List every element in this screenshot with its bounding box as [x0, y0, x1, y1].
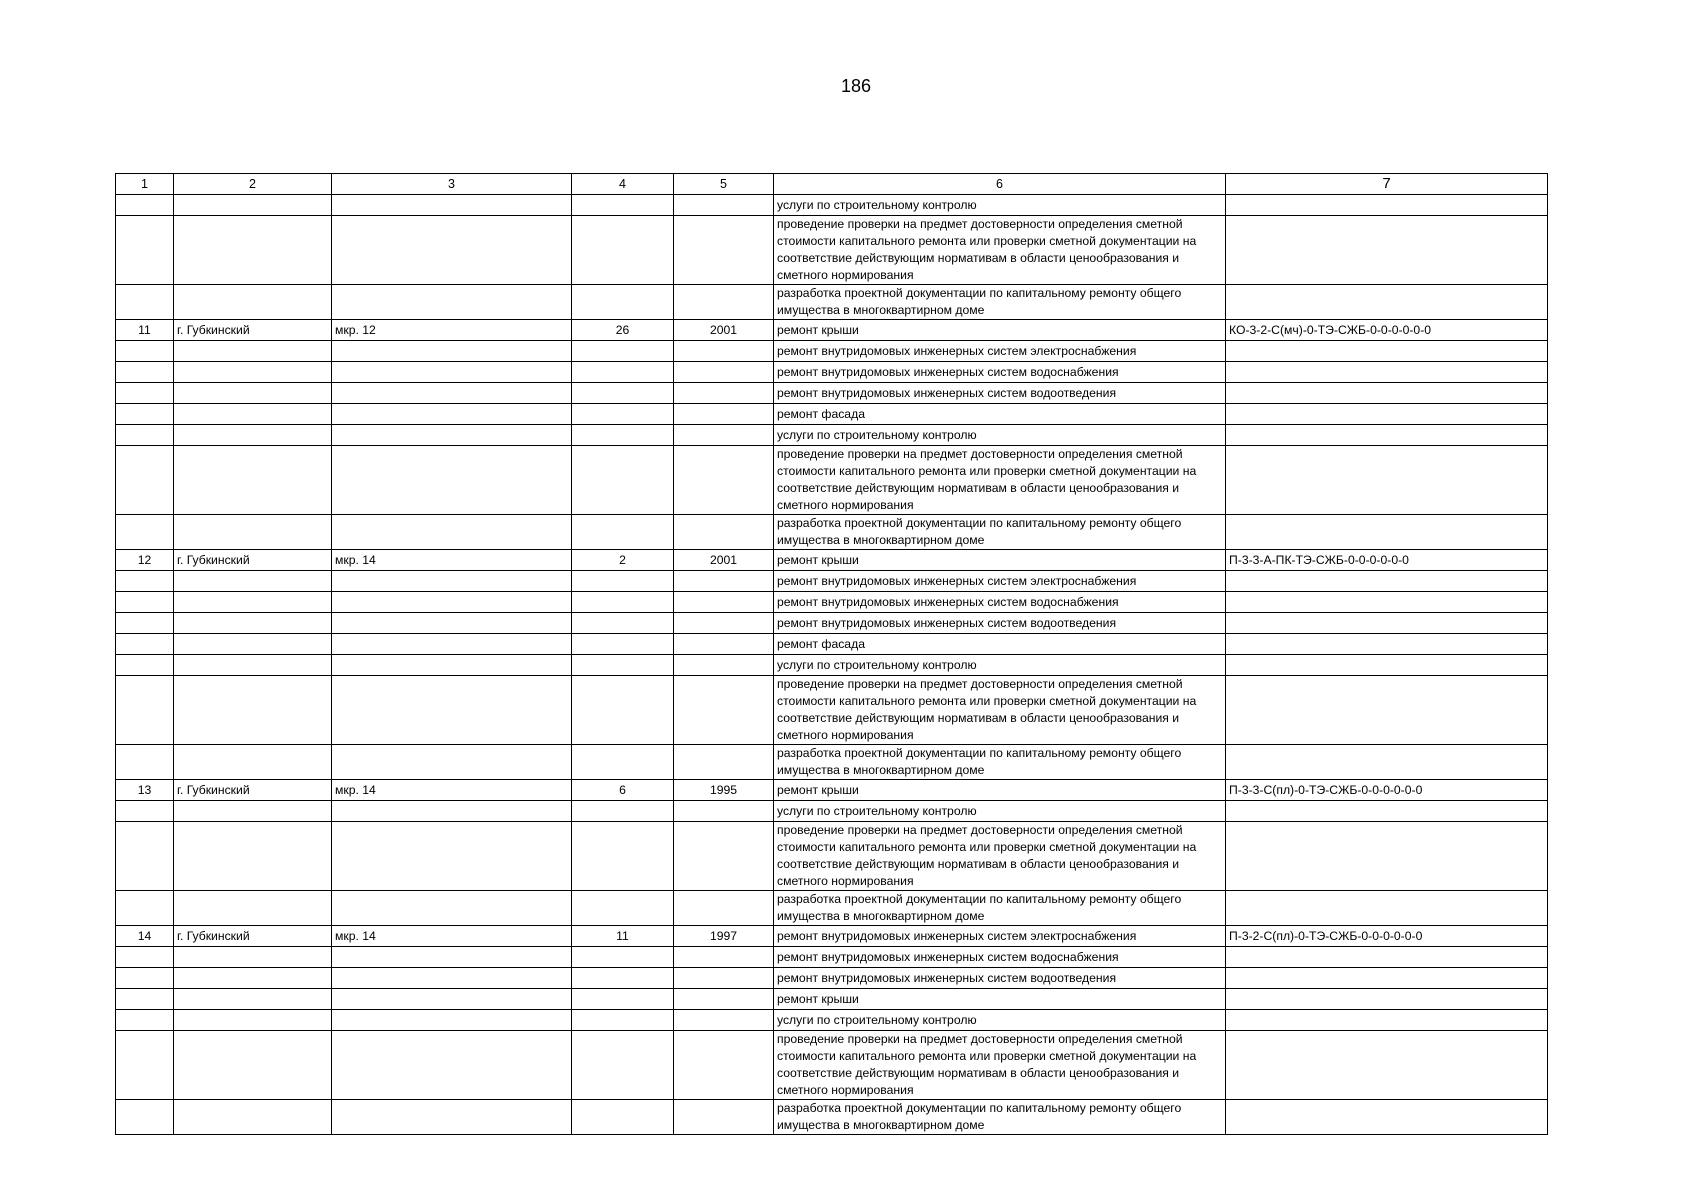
cell-house-code — [1226, 801, 1548, 822]
cell-house-code — [1226, 446, 1548, 515]
cell-address — [332, 655, 572, 676]
cell-work-type: разработка проектной документации по капитальному ремонту общего имущества в многоквартирном доме — [774, 745, 1226, 780]
cell-work-type: ремонт внутридомовых инженерных систем водоотведения — [774, 383, 1226, 404]
cell-year-built — [674, 404, 774, 425]
cell-address — [332, 285, 572, 320]
cell-municipality — [174, 968, 332, 989]
cell-house-code — [1226, 1100, 1548, 1135]
cell-work-type: ремонт внутридомовых инженерных систем водоснабжения — [774, 947, 1226, 968]
cell-municipality — [174, 446, 332, 515]
cell-work-type: услуги по строительному контролю — [774, 801, 1226, 822]
cell-address — [332, 216, 572, 285]
cell-municipality — [174, 801, 332, 822]
table-row — [116, 515, 1548, 550]
table-row — [116, 341, 1548, 362]
table-row — [116, 745, 1548, 780]
cell-municipality — [174, 989, 332, 1010]
table-row — [116, 1100, 1548, 1135]
cell-municipality — [174, 1010, 332, 1031]
table-row — [116, 989, 1548, 1010]
cell-year-built — [674, 613, 774, 634]
table-row — [116, 320, 1548, 341]
cell-house-code — [1226, 383, 1548, 404]
cell-address — [332, 592, 572, 613]
cell-item-number — [116, 676, 174, 745]
cell-house-code — [1226, 745, 1548, 780]
table-row — [116, 1031, 1548, 1100]
cell-year-built — [674, 634, 774, 655]
cell-house-code: КО-3-2-С(мч)-0-ТЭ-СЖБ-0-0-0-0-0-0 — [1226, 320, 1548, 341]
cell-year-built — [674, 285, 774, 320]
cell-year-built — [674, 195, 774, 216]
cell-municipality — [174, 571, 332, 592]
cell-work-type: ремонт внутридомовых инженерных систем водоотведения — [774, 968, 1226, 989]
cell-address — [332, 676, 572, 745]
cell-item-number — [116, 745, 174, 780]
cell-year-built — [674, 676, 774, 745]
cell-house-number: 6 — [572, 780, 674, 801]
cell-municipality — [174, 341, 332, 362]
cell-house-number — [572, 745, 674, 780]
cell-item-number — [116, 1031, 174, 1100]
cell-item-number — [116, 968, 174, 989]
cell-address: мкр. 12 — [332, 320, 572, 341]
cell-work-type: проведение проверки на предмет достоверности определения сметной стоимости капитального ремонта или проверки сметной документации на соответствие действующим нормативам в области ценообразования и сметного нормирования — [774, 822, 1226, 891]
cell-item-number — [116, 404, 174, 425]
cell-house-code: П-3-3-А-ПК-ТЭ-СЖБ-0-0-0-0-0-0 — [1226, 550, 1548, 571]
cell-item-number — [116, 822, 174, 891]
table-row — [116, 947, 1548, 968]
cell-work-type: разработка проектной документации по капитальному ремонту общего имущества в многоквартирном доме — [774, 891, 1226, 926]
cell-year-built — [674, 362, 774, 383]
cell-year-built — [674, 592, 774, 613]
table-row — [116, 404, 1548, 425]
cell-year-built — [674, 446, 774, 515]
capital-repair-table — [115, 173, 1548, 1135]
cell-item-number — [116, 383, 174, 404]
cell-house-number: 26 — [572, 320, 674, 341]
cell-house-number — [572, 655, 674, 676]
cell-house-code — [1226, 613, 1548, 634]
cell-year-built — [674, 745, 774, 780]
cell-house-number — [572, 1100, 674, 1135]
cell-address — [332, 571, 572, 592]
cell-house-number — [572, 613, 674, 634]
table-row — [116, 634, 1548, 655]
cell-house-code: П-3-2-С(пл)-0-ТЭ-СЖБ-0-0-0-0-0-0 — [1226, 926, 1548, 947]
cell-house-code — [1226, 404, 1548, 425]
table-row — [116, 1010, 1548, 1031]
cell-municipality — [174, 745, 332, 780]
cell-year-built — [674, 947, 774, 968]
cell-work-type: проведение проверки на предмет достоверности определения сметной стоимости капитального ремонта или проверки сметной документации на соответствие действующим нормативам в области ценообразования и сметного нормирования — [774, 446, 1226, 515]
cell-item-number — [116, 947, 174, 968]
table-row — [116, 801, 1548, 822]
table-row — [116, 780, 1548, 801]
cell-item-number — [116, 801, 174, 822]
table-row — [116, 550, 1548, 571]
cell-municipality — [174, 195, 332, 216]
cell-item-number — [116, 655, 174, 676]
cell-address — [332, 446, 572, 515]
cell-municipality — [174, 613, 332, 634]
cell-house-number — [572, 446, 674, 515]
cell-municipality — [174, 676, 332, 745]
page-number: 186 — [840, 76, 872, 96]
cell-municipality — [174, 1100, 332, 1135]
cell-year-built — [674, 1100, 774, 1135]
cell-item-number — [116, 1010, 174, 1031]
cell-item-number — [116, 515, 174, 550]
cell-house-number — [572, 515, 674, 550]
cell-item-number — [116, 634, 174, 655]
cell-house-code — [1226, 362, 1548, 383]
cell-house-number — [572, 571, 674, 592]
column-header: 1 — [116, 174, 174, 195]
cell-house-code — [1226, 216, 1548, 285]
cell-municipality — [174, 655, 332, 676]
cell-municipality — [174, 383, 332, 404]
cell-municipality — [174, 634, 332, 655]
table-row — [116, 676, 1548, 745]
table-row — [116, 822, 1548, 891]
table-row — [116, 362, 1548, 383]
table-row — [116, 968, 1548, 989]
cell-house-number — [572, 425, 674, 446]
table-row — [116, 592, 1548, 613]
column-header: 5 — [674, 174, 774, 195]
cell-address — [332, 947, 572, 968]
cell-municipality: г. Губкинский — [174, 780, 332, 801]
cell-address — [332, 1031, 572, 1100]
cell-house-number: 11 — [572, 926, 674, 947]
cell-item-number: 12 — [116, 550, 174, 571]
table-row — [116, 216, 1548, 285]
cell-house-number — [572, 634, 674, 655]
cell-house-code — [1226, 947, 1548, 968]
cell-work-type: ремонт крыши — [774, 780, 1226, 801]
column-header: 7 — [1226, 174, 1548, 195]
cell-work-type: ремонт внутридомовых инженерных систем электроснабжения — [774, 571, 1226, 592]
cell-house-code — [1226, 989, 1548, 1010]
cell-work-type: ремонт внутридомовых инженерных систем водоснабжения — [774, 592, 1226, 613]
cell-year-built — [674, 822, 774, 891]
cell-municipality — [174, 425, 332, 446]
cell-house-number — [572, 947, 674, 968]
cell-year-built — [674, 1031, 774, 1100]
cell-address — [332, 404, 572, 425]
cell-work-type: разработка проектной документации по капитальному ремонту общего имущества в многоквартирном доме — [774, 1100, 1226, 1135]
cell-municipality: г. Губкинский — [174, 320, 332, 341]
cell-year-built: 1995 — [674, 780, 774, 801]
cell-address — [332, 1010, 572, 1031]
cell-work-type: ремонт внутридомовых инженерных систем водоотведения — [774, 613, 1226, 634]
cell-address — [332, 515, 572, 550]
table-row — [116, 383, 1548, 404]
cell-house-number — [572, 383, 674, 404]
cell-house-number — [572, 285, 674, 320]
cell-year-built — [674, 968, 774, 989]
column-header: 6 — [774, 174, 1226, 195]
cell-item-number: 11 — [116, 320, 174, 341]
cell-address — [332, 745, 572, 780]
cell-address — [332, 801, 572, 822]
column-header: 4 — [572, 174, 674, 195]
cell-item-number — [116, 1100, 174, 1135]
cell-item-number — [116, 592, 174, 613]
cell-item-number — [116, 425, 174, 446]
cell-house-code — [1226, 655, 1548, 676]
cell-municipality — [174, 592, 332, 613]
table-row — [116, 425, 1548, 446]
cell-house-code — [1226, 1010, 1548, 1031]
cell-year-built: 2001 — [674, 320, 774, 341]
cell-work-type: разработка проектной документации по капитальному ремонту общего имущества в многоквартирном доме — [774, 285, 1226, 320]
cell-house-number — [572, 822, 674, 891]
cell-municipality: г. Губкинский — [174, 550, 332, 571]
cell-municipality — [174, 822, 332, 891]
column-header: 3 — [332, 174, 572, 195]
cell-address — [332, 634, 572, 655]
cell-work-type: ремонт крыши — [774, 989, 1226, 1010]
cell-address — [332, 613, 572, 634]
cell-item-number — [116, 216, 174, 285]
cell-house-number — [572, 362, 674, 383]
cell-item-number — [116, 989, 174, 1010]
cell-house-number — [572, 676, 674, 745]
cell-work-type: разработка проектной документации по капитальному ремонту общего имущества в многоквартирном доме — [774, 515, 1226, 550]
cell-work-type: ремонт внутридомовых инженерных систем электроснабжения — [774, 926, 1226, 947]
cell-address: мкр. 14 — [332, 550, 572, 571]
cell-work-type: услуги по строительному контролю — [774, 425, 1226, 446]
cell-item-number — [116, 362, 174, 383]
cell-house-code — [1226, 195, 1548, 216]
cell-house-code — [1226, 676, 1548, 745]
cell-year-built — [674, 655, 774, 676]
cell-house-code — [1226, 1031, 1548, 1100]
cell-house-number — [572, 592, 674, 613]
cell-municipality — [174, 515, 332, 550]
cell-address — [332, 195, 572, 216]
cell-work-type: проведение проверки на предмет достоверности определения сметной стоимости капитального ремонта или проверки сметной документации на соответствие действующим нормативам в области ценообразования и сметного нормирования — [774, 676, 1226, 745]
cell-house-code — [1226, 592, 1548, 613]
cell-year-built — [674, 891, 774, 926]
cell-house-number — [572, 1010, 674, 1031]
table-row — [116, 195, 1548, 216]
cell-municipality — [174, 362, 332, 383]
table-body — [116, 195, 1548, 1135]
table-row — [116, 891, 1548, 926]
cell-municipality — [174, 285, 332, 320]
cell-municipality — [174, 216, 332, 285]
cell-house-number — [572, 989, 674, 1010]
cell-item-number — [116, 446, 174, 515]
cell-house-code — [1226, 891, 1548, 926]
cell-item-number: 14 — [116, 926, 174, 947]
cell-item-number — [116, 285, 174, 320]
column-number-row — [116, 174, 1548, 195]
cell-house-number: 2 — [572, 550, 674, 571]
cell-address — [332, 989, 572, 1010]
cell-house-number — [572, 968, 674, 989]
cell-year-built — [674, 989, 774, 1010]
cell-house-code — [1226, 822, 1548, 891]
table-row — [116, 571, 1548, 592]
cell-item-number — [116, 571, 174, 592]
cell-house-code — [1226, 285, 1548, 320]
cell-municipality: г. Губкинский — [174, 926, 332, 947]
cell-work-type: ремонт фасада — [774, 634, 1226, 655]
cell-house-code — [1226, 425, 1548, 446]
cell-year-built — [674, 341, 774, 362]
cell-address — [332, 425, 572, 446]
table-row — [116, 613, 1548, 634]
cell-house-code — [1226, 515, 1548, 550]
cell-address — [332, 968, 572, 989]
cell-year-built — [674, 1010, 774, 1031]
cell-item-number: 13 — [116, 780, 174, 801]
cell-house-code — [1226, 341, 1548, 362]
cell-work-type: ремонт фасада — [774, 404, 1226, 425]
cell-year-built — [674, 216, 774, 285]
cell-address — [332, 1100, 572, 1135]
cell-house-code — [1226, 634, 1548, 655]
cell-item-number — [116, 195, 174, 216]
cell-work-type: ремонт крыши — [774, 320, 1226, 341]
cell-work-type: услуги по строительному контролю — [774, 1010, 1226, 1031]
cell-municipality — [174, 1031, 332, 1100]
table-row — [116, 926, 1548, 947]
cell-address: мкр. 14 — [332, 780, 572, 801]
cell-address: мкр. 14 — [332, 926, 572, 947]
column-header: 2 — [174, 174, 332, 195]
cell-work-type: ремонт внутридомовых инженерных систем электроснабжения — [774, 341, 1226, 362]
cell-house-number — [572, 341, 674, 362]
cell-item-number — [116, 891, 174, 926]
cell-house-code — [1226, 571, 1548, 592]
cell-item-number — [116, 613, 174, 634]
cell-municipality — [174, 404, 332, 425]
cell-address — [332, 362, 572, 383]
cell-address — [332, 383, 572, 404]
cell-year-built: 2001 — [674, 550, 774, 571]
cell-house-number — [572, 195, 674, 216]
cell-address — [332, 891, 572, 926]
cell-house-number — [572, 1031, 674, 1100]
cell-address — [332, 341, 572, 362]
cell-year-built — [674, 425, 774, 446]
table-row — [116, 655, 1548, 676]
cell-house-number — [572, 404, 674, 425]
cell-house-number — [572, 216, 674, 285]
cell-work-type: проведение проверки на предмет достоверности определения сметной стоимости капитального ремонта или проверки сметной документации на соответствие действующим нормативам в области ценообразования и сметного нормирования — [774, 216, 1226, 285]
cell-work-type: ремонт крыши — [774, 550, 1226, 571]
cell-year-built — [674, 801, 774, 822]
cell-municipality — [174, 891, 332, 926]
cell-address — [332, 822, 572, 891]
cell-house-number — [572, 801, 674, 822]
cell-item-number — [116, 341, 174, 362]
cell-municipality — [174, 947, 332, 968]
table-row — [116, 446, 1548, 515]
cell-work-type: услуги по строительному контролю — [774, 195, 1226, 216]
cell-year-built — [674, 383, 774, 404]
cell-house-number — [572, 891, 674, 926]
cell-year-built: 1997 — [674, 926, 774, 947]
cell-work-type: проведение проверки на предмет достоверности определения сметной стоимости капитального ремонта или проверки сметной документации на соответствие действующим нормативам в области ценообразования и сметного нормирования — [774, 1031, 1226, 1100]
cell-house-code — [1226, 968, 1548, 989]
cell-house-code: П-3-3-С(пл)-0-ТЭ-СЖБ-0-0-0-0-0-0 — [1226, 780, 1548, 801]
cell-year-built — [674, 571, 774, 592]
table-row — [116, 285, 1548, 320]
cell-work-type: ремонт внутридомовых инженерных систем водоснабжения — [774, 362, 1226, 383]
cell-year-built — [674, 515, 774, 550]
cell-work-type: услуги по строительному контролю — [774, 655, 1226, 676]
